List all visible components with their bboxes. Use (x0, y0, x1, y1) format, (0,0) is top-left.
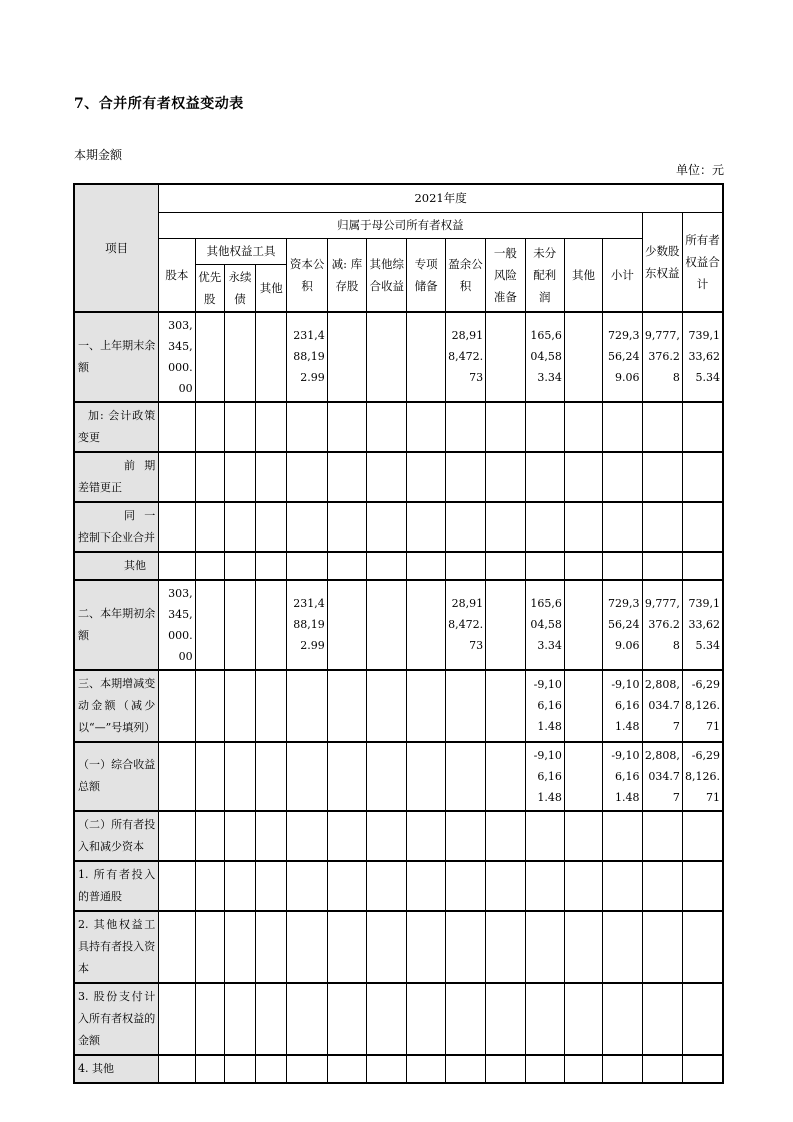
table-row (74, 670, 723, 742)
row-label: 4. 其他 (74, 1055, 159, 1083)
period-label: 本期金额 (74, 148, 123, 162)
value-cell-undistributed-profit (525, 911, 564, 983)
value-cell-capital-reserve (287, 502, 327, 552)
value-cell-special-reserve (407, 402, 445, 452)
value-cell-other (564, 861, 602, 911)
share-capital-header: 股本 (159, 238, 195, 312)
value-cell-surplus-reserve (445, 811, 485, 861)
value-cell-subtotal: -9,106,161.48 (603, 670, 642, 742)
value-cell-subtotal (603, 402, 642, 452)
table-row (74, 811, 723, 861)
value-cell-less-treasury-shares (327, 452, 366, 502)
value-cell-oei-other (256, 811, 287, 861)
oei-other-header: 其他 (256, 264, 287, 312)
value-cell-surplus-reserve (445, 452, 485, 502)
value-cell-total-owners-equity (682, 452, 723, 502)
table-row (74, 312, 723, 402)
value-cell-minority-interest (642, 1055, 682, 1083)
value-cell-undistributed-profit (525, 552, 564, 580)
value-cell-less-treasury-shares (327, 911, 366, 983)
value-cell-other (564, 983, 602, 1055)
header-row-groups (74, 212, 723, 238)
value-cell-general-risk-reserve (486, 911, 525, 983)
value-cell-perpetual-bonds (224, 580, 255, 670)
value-cell-undistributed-profit: -9,106,161.48 (525, 670, 564, 742)
value-cell-subtotal: -9,106,161.48 (603, 742, 642, 811)
value-cell-other (564, 312, 602, 402)
table-row (74, 861, 723, 911)
value-cell-other-comprehensive-income (367, 452, 407, 502)
value-cell-undistributed-profit (525, 983, 564, 1055)
capital-reserve-header: 资本公积 (287, 238, 327, 312)
undistributed-profit-header: 未分配利润 (525, 238, 564, 312)
value-cell-minority-interest (642, 452, 682, 502)
value-cell-other (564, 811, 602, 861)
value-cell-surplus-reserve: 28,918,472.73 (445, 312, 485, 402)
value-cell-other (564, 502, 602, 552)
value-cell-share-capital (159, 502, 195, 552)
year-header: 2021年度 (159, 184, 723, 212)
value-cell-subtotal (603, 452, 642, 502)
other-column-header: 其他 (564, 238, 602, 312)
value-cell-minority-interest (642, 811, 682, 861)
value-cell-subtotal (603, 552, 642, 580)
table-row (74, 911, 723, 983)
value-cell-total-owners-equity (682, 1055, 723, 1083)
value-cell-perpetual-bonds (224, 502, 255, 552)
value-cell-other (564, 1055, 602, 1083)
other-comprehensive-income-header: 其他综合收益 (367, 238, 407, 312)
value-cell-minority-interest (642, 402, 682, 452)
value-cell-special-reserve (407, 670, 445, 742)
value-cell-minority-interest: 9,777,376.28 (642, 580, 682, 670)
header-row-columns (74, 238, 723, 264)
preferred-shares-header: 优先股 (195, 264, 224, 312)
value-cell-other (564, 552, 602, 580)
surplus-reserve-header: 盈余公积 (445, 238, 485, 312)
value-cell-preferred-shares (195, 811, 224, 861)
parent-equity-header: 归属于母公司所有者权益 (159, 212, 642, 238)
value-cell-oei-other (256, 742, 287, 811)
less-treasury-shares-header: 减: 库存股 (327, 238, 366, 312)
value-cell-preferred-shares (195, 502, 224, 552)
value-cell-preferred-shares (195, 742, 224, 811)
value-cell-other-comprehensive-income (367, 580, 407, 670)
value-cell-share-capital (159, 670, 195, 742)
value-cell-perpetual-bonds (224, 811, 255, 861)
value-cell-oei-other (256, 502, 287, 552)
value-cell-oei-other (256, 580, 287, 670)
table-row (74, 452, 723, 502)
row-label: 三、本期增减变动金额（减少以“—”号填列） (74, 670, 159, 742)
value-cell-capital-reserve: 231,488,192.99 (287, 312, 327, 402)
value-cell-undistributed-profit (525, 861, 564, 911)
value-cell-share-capital (159, 861, 195, 911)
value-cell-other-comprehensive-income (367, 983, 407, 1055)
value-cell-preferred-shares (195, 402, 224, 452)
value-cell-preferred-shares (195, 861, 224, 911)
value-cell-oei-other (256, 911, 287, 983)
value-cell-subtotal (603, 811, 642, 861)
value-cell-oei-other (256, 452, 287, 502)
value-cell-special-reserve (407, 312, 445, 402)
value-cell-subtotal (603, 1055, 642, 1083)
value-cell-less-treasury-shares (327, 312, 366, 402)
row-label: （一）综合收益总额 (74, 742, 159, 811)
value-cell-subtotal (603, 911, 642, 983)
value-cell-preferred-shares (195, 983, 224, 1055)
value-cell-other (564, 670, 602, 742)
value-cell-total-owners-equity: -6,298,126.71 (682, 742, 723, 811)
value-cell-total-owners-equity: -6,298,126.71 (682, 670, 723, 742)
value-cell-share-capital (159, 983, 195, 1055)
value-cell-share-capital (159, 742, 195, 811)
value-cell-other-comprehensive-income (367, 312, 407, 402)
value-cell-total-owners-equity (682, 983, 723, 1055)
value-cell-surplus-reserve (445, 742, 485, 811)
value-cell-less-treasury-shares (327, 983, 366, 1055)
value-cell-perpetual-bonds (224, 312, 255, 402)
row-label: 其他 (74, 552, 159, 580)
value-cell-general-risk-reserve (486, 552, 525, 580)
value-cell-general-risk-reserve (486, 742, 525, 811)
value-cell-perpetual-bonds (224, 861, 255, 911)
row-label: 2. 其他权益工具持有者投入资本 (74, 911, 159, 983)
value-cell-undistributed-profit (525, 1055, 564, 1083)
value-cell-minority-interest (642, 861, 682, 911)
value-cell-less-treasury-shares (327, 1055, 366, 1083)
value-cell-oei-other (256, 983, 287, 1055)
value-cell-less-treasury-shares (327, 502, 366, 552)
value-cell-capital-reserve (287, 983, 327, 1055)
value-cell-other-comprehensive-income (367, 502, 407, 552)
value-cell-oei-other (256, 861, 287, 911)
value-cell-other (564, 742, 602, 811)
item-column-header: 项目 (74, 184, 159, 312)
table-row (74, 742, 723, 811)
value-cell-minority-interest: 9,777,376.28 (642, 312, 682, 402)
minority-interest-header: 少数股东权益 (642, 212, 682, 312)
equity-change-table (73, 183, 724, 1084)
value-cell-general-risk-reserve (486, 452, 525, 502)
value-cell-perpetual-bonds (224, 670, 255, 742)
value-cell-capital-reserve (287, 742, 327, 811)
value-cell-capital-reserve (287, 670, 327, 742)
value-cell-general-risk-reserve (486, 983, 525, 1055)
value-cell-surplus-reserve (445, 552, 485, 580)
value-cell-less-treasury-shares (327, 580, 366, 670)
value-cell-surplus-reserve (445, 911, 485, 983)
value-cell-other-comprehensive-income (367, 670, 407, 742)
general-risk-reserve-header: 一般风险准备 (486, 238, 525, 312)
value-cell-capital-reserve (287, 861, 327, 911)
header-row-year (74, 184, 723, 212)
value-cell-general-risk-reserve (486, 811, 525, 861)
row-label: 3. 股份支付计入所有者权益的金额 (74, 983, 159, 1055)
value-cell-total-owners-equity (682, 911, 723, 983)
subtotal-header: 小计 (603, 238, 642, 312)
value-cell-capital-reserve (287, 911, 327, 983)
value-cell-other (564, 580, 602, 670)
value-cell-general-risk-reserve (486, 1055, 525, 1083)
value-cell-total-owners-equity (682, 502, 723, 552)
value-cell-share-capital (159, 1055, 195, 1083)
value-cell-preferred-shares (195, 911, 224, 983)
table-row (74, 1055, 723, 1083)
value-cell-perpetual-bonds (224, 983, 255, 1055)
table-header (74, 184, 723, 312)
value-cell-general-risk-reserve (486, 861, 525, 911)
value-cell-oei-other (256, 552, 287, 580)
value-cell-total-owners-equity (682, 861, 723, 911)
value-cell-perpetual-bonds (224, 911, 255, 983)
value-cell-minority-interest: 2,808,034.77 (642, 670, 682, 742)
value-cell-subtotal (603, 502, 642, 552)
value-cell-undistributed-profit (525, 502, 564, 552)
value-cell-surplus-reserve (445, 1055, 485, 1083)
value-cell-surplus-reserve (445, 983, 485, 1055)
page-title: 7、合并所有者权益变动表 (74, 96, 244, 112)
value-cell-perpetual-bonds (224, 1055, 255, 1083)
value-cell-oei-other (256, 670, 287, 742)
value-cell-preferred-shares (195, 552, 224, 580)
value-cell-surplus-reserve: 28,918,472.73 (445, 580, 485, 670)
value-cell-perpetual-bonds (224, 402, 255, 452)
value-cell-perpetual-bonds (224, 452, 255, 502)
perpetual-bonds-header: 永续债 (224, 264, 255, 312)
value-cell-capital-reserve: 231,488,192.99 (287, 580, 327, 670)
value-cell-oei-other (256, 402, 287, 452)
value-cell-special-reserve (407, 742, 445, 811)
value-cell-preferred-shares (195, 580, 224, 670)
value-cell-less-treasury-shares (327, 861, 366, 911)
value-cell-undistributed-profit: 165,604,583.34 (525, 580, 564, 670)
value-cell-surplus-reserve (445, 861, 485, 911)
value-cell-undistributed-profit: 165,604,583.34 (525, 312, 564, 402)
value-cell-special-reserve (407, 983, 445, 1055)
value-cell-minority-interest (642, 983, 682, 1055)
value-cell-subtotal (603, 861, 642, 911)
value-cell-minority-interest: 2,808,034.77 (642, 742, 682, 811)
value-cell-share-capital: 303,345,000.00 (159, 580, 195, 670)
value-cell-other (564, 911, 602, 983)
value-cell-subtotal (603, 983, 642, 1055)
value-cell-special-reserve (407, 811, 445, 861)
row-label: 加: 会计政策变更 (74, 402, 159, 452)
value-cell-total-owners-equity (682, 552, 723, 580)
value-cell-share-capital (159, 402, 195, 452)
value-cell-other-comprehensive-income (367, 811, 407, 861)
value-cell-subtotal: 729,356,249.06 (603, 580, 642, 670)
value-cell-special-reserve (407, 580, 445, 670)
value-cell-other-comprehensive-income (367, 1055, 407, 1083)
value-cell-capital-reserve (287, 1055, 327, 1083)
value-cell-less-treasury-shares (327, 811, 366, 861)
value-cell-less-treasury-shares (327, 552, 366, 580)
value-cell-surplus-reserve (445, 670, 485, 742)
value-cell-special-reserve (407, 911, 445, 983)
row-label: 前期差错更正 (74, 452, 159, 502)
value-cell-surplus-reserve (445, 402, 485, 452)
other-equity-instruments-header: 其他权益工具 (195, 238, 287, 264)
value-cell-preferred-shares (195, 670, 224, 742)
value-cell-other-comprehensive-income (367, 911, 407, 983)
value-cell-general-risk-reserve (486, 312, 525, 402)
value-cell-general-risk-reserve (486, 502, 525, 552)
row-label: 二、本年期初余额 (74, 580, 159, 670)
unit-label: 单位：元 (675, 163, 724, 177)
value-cell-surplus-reserve (445, 502, 485, 552)
value-cell-perpetual-bonds (224, 552, 255, 580)
value-cell-other-comprehensive-income (367, 552, 407, 580)
value-cell-capital-reserve (287, 552, 327, 580)
value-cell-capital-reserve (287, 452, 327, 502)
value-cell-special-reserve (407, 1055, 445, 1083)
value-cell-capital-reserve (287, 402, 327, 452)
value-cell-special-reserve (407, 552, 445, 580)
table-row (74, 502, 723, 552)
total-owners-equity-header: 所有者权益合计 (682, 212, 723, 312)
value-cell-share-capital (159, 811, 195, 861)
table-row (74, 983, 723, 1055)
table-body (74, 312, 723, 1083)
value-cell-share-capital: 303,345,000.00 (159, 312, 195, 402)
value-cell-minority-interest (642, 552, 682, 580)
value-cell-oei-other (256, 312, 287, 402)
table-row (74, 552, 723, 580)
value-cell-share-capital (159, 452, 195, 502)
value-cell-total-owners-equity: 739,133,625.34 (682, 312, 723, 402)
value-cell-less-treasury-shares (327, 742, 366, 811)
value-cell-total-owners-equity (682, 402, 723, 452)
value-cell-special-reserve (407, 502, 445, 552)
value-cell-minority-interest (642, 502, 682, 552)
value-cell-general-risk-reserve (486, 580, 525, 670)
row-label: 1. 所有者投入的普通股 (74, 861, 159, 911)
value-cell-other (564, 452, 602, 502)
value-cell-other-comprehensive-income (367, 742, 407, 811)
value-cell-share-capital (159, 911, 195, 983)
value-cell-other-comprehensive-income (367, 861, 407, 911)
value-cell-undistributed-profit (525, 402, 564, 452)
value-cell-subtotal: 729,356,249.06 (603, 312, 642, 402)
value-cell-undistributed-profit: -9,106,161.48 (525, 742, 564, 811)
value-cell-other (564, 402, 602, 452)
value-cell-less-treasury-shares (327, 670, 366, 742)
value-cell-capital-reserve (287, 811, 327, 861)
special-reserve-header: 专项储备 (407, 238, 445, 312)
value-cell-total-owners-equity (682, 811, 723, 861)
value-cell-general-risk-reserve (486, 402, 525, 452)
value-cell-general-risk-reserve (486, 670, 525, 742)
value-cell-preferred-shares (195, 1055, 224, 1083)
value-cell-share-capital (159, 552, 195, 580)
row-label: 同一控制下企业合并 (74, 502, 159, 552)
value-cell-preferred-shares (195, 452, 224, 502)
value-cell-special-reserve (407, 861, 445, 911)
row-label: （二）所有者投入和减少资本 (74, 811, 159, 861)
row-label: 一、上年期末余额 (74, 312, 159, 402)
value-cell-other-comprehensive-income (367, 402, 407, 452)
value-cell-oei-other (256, 1055, 287, 1083)
value-cell-minority-interest (642, 911, 682, 983)
value-cell-undistributed-profit (525, 811, 564, 861)
value-cell-undistributed-profit (525, 452, 564, 502)
value-cell-perpetual-bonds (224, 742, 255, 811)
value-cell-preferred-shares (195, 312, 224, 402)
value-cell-total-owners-equity: 739,133,625.34 (682, 580, 723, 670)
table-row (74, 580, 723, 670)
table-row (74, 402, 723, 452)
value-cell-less-treasury-shares (327, 402, 366, 452)
value-cell-special-reserve (407, 452, 445, 502)
